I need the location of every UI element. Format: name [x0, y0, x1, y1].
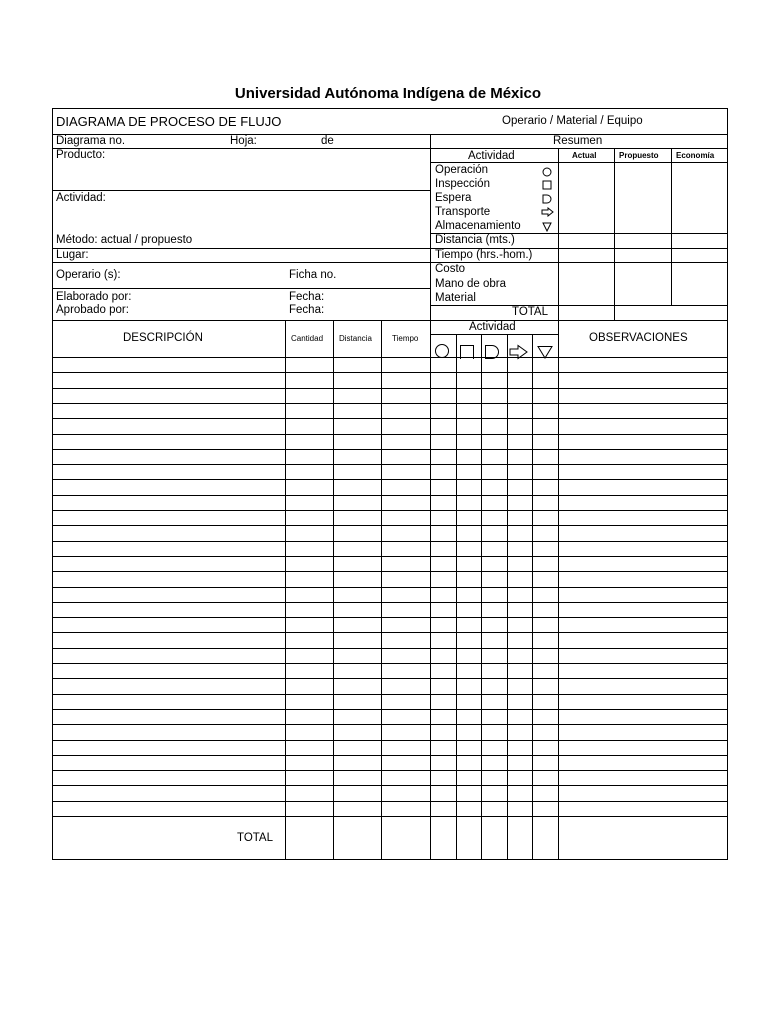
- table-row-line: [52, 602, 728, 603]
- table-row-line: [52, 571, 728, 572]
- method-label: Método: actual / propuesto: [56, 234, 193, 246]
- circle-icon: [542, 167, 552, 177]
- table-row-line: [52, 801, 728, 802]
- operator-label: Operario (s):: [56, 269, 121, 281]
- col-observations: OBSERVACIONES: [589, 332, 688, 344]
- table-row-line: [52, 541, 728, 542]
- summary-activity-header: Actividad: [468, 150, 515, 162]
- summary-activity-0: Operación: [435, 164, 489, 176]
- summary-total: TOTAL: [512, 306, 548, 318]
- summary-activity-4: Almacenamiento: [435, 220, 521, 232]
- place-label: Lugar:: [56, 249, 89, 261]
- table-row-line: [52, 816, 728, 817]
- table-row-line: [52, 434, 728, 435]
- summary-activity-2: Espera: [435, 192, 472, 204]
- table-row-line: [52, 724, 728, 725]
- summary-cost: Costo: [435, 263, 466, 275]
- triangle-down-icon: [542, 222, 552, 232]
- table-row-line: [52, 479, 728, 480]
- product-label: Producto:: [56, 149, 106, 161]
- date-label-2: Fecha:: [289, 304, 325, 316]
- table-row-line: [52, 510, 728, 511]
- table-row-line: [52, 785, 728, 786]
- made-by-label: Elaborado por:: [56, 291, 132, 303]
- table-row-line: [52, 755, 728, 756]
- table-row-line: [52, 587, 728, 588]
- summary-material: Material: [435, 292, 476, 304]
- table-row-line: [52, 678, 728, 679]
- col-activity: Actividad: [469, 321, 516, 333]
- of-label: de: [321, 135, 334, 147]
- col-distance: Distancia: [339, 334, 372, 343]
- table-row-line: [52, 357, 728, 358]
- table-row-line: [52, 556, 728, 557]
- activity-label: Actividad:: [56, 192, 106, 204]
- table-row-line: [52, 418, 728, 419]
- table-total: TOTAL: [237, 832, 273, 844]
- table-row-line: [52, 632, 728, 633]
- summary-col-proposed: Propuesto: [619, 151, 659, 160]
- table-row-line: [52, 388, 728, 389]
- diagram-title: DIAGRAMA DE PROCESO DE FLUJO: [56, 114, 282, 129]
- table-row-line: [52, 770, 728, 771]
- approved-by-label: Aprobado por:: [56, 304, 129, 316]
- table-row-line: [52, 403, 728, 404]
- summary-distance: Distancia (mts.): [435, 234, 515, 246]
- sheet-label: Hoja:: [230, 135, 257, 147]
- table-row-line: [52, 617, 728, 618]
- col-time: Tiempo: [392, 334, 419, 343]
- form-frame: [52, 108, 728, 860]
- table-row-line: [52, 648, 728, 649]
- col-description: DESCRIPCIÓN: [123, 332, 203, 344]
- table-row-line: [52, 663, 728, 664]
- table-row-line: [52, 449, 728, 450]
- summary-labor: Mano de obra: [435, 278, 506, 290]
- table-row-line: [52, 740, 728, 741]
- table-row-line: [52, 709, 728, 710]
- summary-time: Tiempo (hrs.-hom.): [435, 249, 533, 261]
- subject-label: Operario / Material / Equipo: [502, 115, 643, 127]
- arrow-right-icon: [541, 207, 554, 217]
- table-row-line: [52, 694, 728, 695]
- table-row-line: [52, 495, 728, 496]
- badge-no-label: Ficha no.: [289, 269, 337, 281]
- square-icon: [542, 180, 552, 190]
- table-row-line: [52, 372, 728, 373]
- col-quantity: Cantidad: [291, 334, 324, 343]
- summary-title: Resumen: [553, 135, 603, 147]
- page-title: Universidad Autónoma Indígena de México: [234, 85, 542, 102]
- date-label-1: Fecha:: [289, 291, 325, 303]
- diagram-no-label: Diagrama no.: [56, 135, 126, 147]
- summary-activity-3: Transporte: [435, 206, 491, 218]
- summary-activity-1: Inspección: [435, 178, 490, 190]
- table-row-line: [52, 464, 728, 465]
- summary-col-actual: Actual: [572, 151, 597, 160]
- table-row-line: [52, 525, 728, 526]
- summary-col-economy: Economía: [676, 151, 715, 160]
- d-shape-icon: [542, 194, 552, 204]
